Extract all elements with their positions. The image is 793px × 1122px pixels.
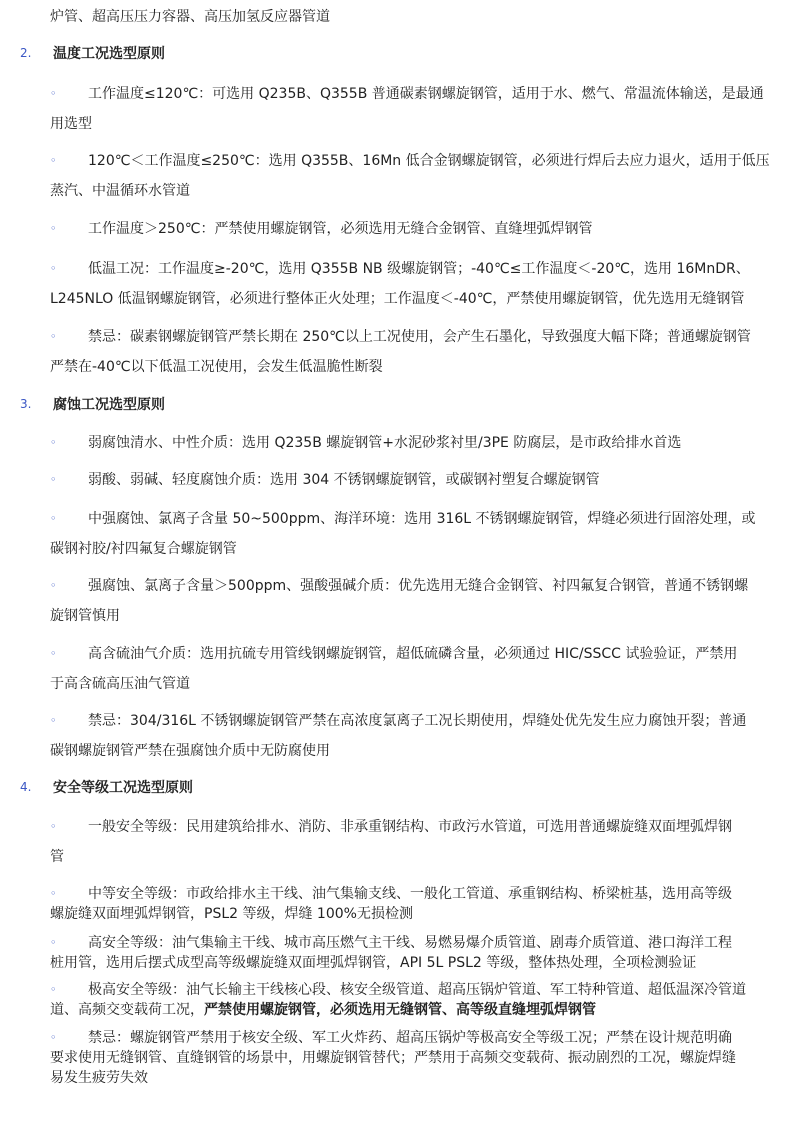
section-heading-safety [0,779,793,799]
bullet-icon: ◦ [50,222,57,235]
bullet-icon: ◦ [50,436,57,449]
bullet-icon: ◦ [50,820,57,833]
bullet-icon: ◦ [50,887,57,900]
bullet-icon: ◦ [50,473,57,486]
bullet-icon: ◦ [50,714,57,727]
section-title: 腐蚀工况选型原则 [53,397,165,413]
bullet-icon: ◦ [50,512,57,525]
section-number: 4. [20,780,32,794]
bullet-icon: ◦ [50,154,57,167]
strong-text: 严禁使用螺旋钢管，必须选用无缝钢管、高等级直缝埋弧焊钢管 [204,1002,596,1018]
bullet-icon: ◦ [50,87,57,100]
bullet-icon: ◦ [50,330,57,343]
bullet-icon: ◦ [50,936,57,949]
section-number: 3. [20,397,32,411]
bullet-icon: ◦ [50,262,57,275]
section-heading-corrosion [0,396,793,416]
document-page: 炉管、超高压压力容器、高压加氢反应器管道 2. 温度工况选型原则 ◦ 工作温度≤120℃：可选用 Q235B、Q355B 普通碳素钢螺旋钢管，适用于水、燃气、常温流体输送，是最通 用选型 ◦ 120℃＜工作温度≤250℃：选用 Q355B、16Mn 低合金钢螺旋钢管，必须进行焊后去应力退火，适用于低压 蒸汽、中温循环水管道 ◦ 工作温度＞250℃：严禁使用螺旋钢管，必须选用无缝合金钢管、直缝埋弧焊钢管 ◦ 低温工况：工作温度≥-20℃，选用 Q355B NB 级螺旋钢管；-40℃≤工作温度＜-20℃，选用 16MnDR、 L245NLO 低温钢螺旋钢管，必须进行整体正火处理；工作温度＜-40℃，严禁使用螺旋钢管，优先选用无缝钢管 ◦ 禁忌：碳素钢螺旋钢管严禁长期在 250℃以上工况使用，会产生石墨化，导致强度大幅下降；普通螺旋钢管 严禁在-40℃以下低温工况使用，会发生低温脆性断裂 3. 腐蚀工况选型原则 ◦ 弱腐蚀清水、中性介质：选用 Q235B 螺旋钢管+水泥砂浆衬里/3PE 防腐层，是市政给排水首选 ◦ 弱酸、弱碱、轻度腐蚀介质：选用 304 不锈钢螺旋钢管，或碳钢衬塑复合螺旋钢管 ◦ 中强腐蚀、氯离子含量 50~500ppm、海洋环境：选用 316L 不锈钢螺旋钢管，焊缝必须进行固溶处理，或 碳钢衬胶/衬四氟复合螺旋钢管 ◦ 强腐蚀、氯离子含量＞500ppm、强酸强碱介质：优先选用无缝合金钢管、衬四氟复合钢管，普通不锈钢螺 旋钢管慎用 ◦ 高含硫油气介质：选用抗硫专用管线钢螺旋钢管，超低硫磷含量，必须通过 HIC/SSCC 试验验证，严禁用 于高含硫高压油气管道 ◦ 禁忌：304/316L 不锈钢螺旋钢管严禁在高浓度氯离子工况长期使用，焊缝处优先发生应力腐蚀开裂；普通 碳钢螺旋钢管严禁在强腐蚀介质中无防腐使用 4. 安全等级工况选型原则 ◦ 一般安全等级：民用建筑给排水、消防、非承重钢结构、市政污水管道，可选用普通螺旋缝双面埋弧焊钢 管 ◦ 中等安全等级：市政给排水主干线、油气集输支线、一般化工管道、承重钢结构、桥梁桩基，选用高等级 螺旋缝双面埋弧焊钢管，PSL2 等级，焊缝 100%无损检测 ◦ 高安全等级：油气集输主干线、城市高压燃气主干线、易燃易爆介质管道、剧毒介质管道、港口海洋工程 桩用管，选用后摆式成型高等级螺旋缝双面埋弧焊钢管，API 5L PSL2 等级，整体热处理，全项检测验证 ◦ 极高安全等级：油气长输主干线核心段、核安全级管道、超高压锅炉管道、军工特种管道、超低温深冷管道 道、高频交变载荷工况，严禁使用螺旋钢管，必须选用无缝钢管、高等级直缝埋弧焊钢管 ◦ 禁忌：螺旋钢管严禁用于核安全级、军工火炸药、超高压锅炉等极高安全等级工况；严禁在设计规范明确 要求使用无缝钢管、直缝钢管的场景中，用螺旋钢管替代；严禁用于高频交变载荷、振动剧烈的工况，螺旋焊缝 易发生疲劳失效 [0,0,793,1122]
section-number: 2. [20,46,32,60]
bullet-icon: ◦ [50,647,57,660]
intro-line: 炉管、超高压压力容器、高压加氢反应器管道 [50,9,330,25]
section-heading-temperature [0,45,793,65]
bullet-icon: ◦ [50,983,57,996]
bullet-icon: ◦ [50,579,57,592]
section-title: 温度工况选型原则 [53,46,165,62]
bullet-icon: ◦ [50,1031,57,1044]
section-title: 安全等级工况选型原则 [53,780,193,796]
